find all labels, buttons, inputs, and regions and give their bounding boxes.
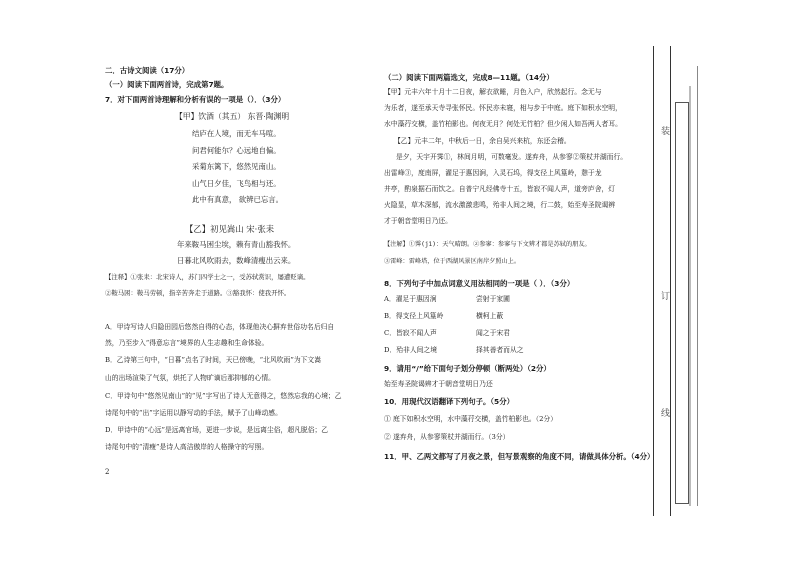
- poem-notes: 【注释】①张耒：北宋诗人，苏门四学士之一，受苏轼赏识，屡遭贬谪。: [105, 273, 310, 281]
- binding-char: 订: [661, 292, 671, 302]
- poem1-line: 此中有真意， 欲辨已忘言。: [192, 195, 284, 204]
- q8-option: B．得支径上风篁岭: [384, 312, 444, 320]
- binding-inner-box: [675, 102, 689, 504]
- option-d: D．甲诗中的“心远”是远离官场，更进一步说，是远离尘俗，超凡脱俗；乙: [105, 426, 329, 434]
- q10-item: ② 遂弃舟，从参寥策杖并湖而行。（3分）: [384, 433, 510, 441]
- question-7: 7．对下面两首诗理解和分析有误的一项是（）．（3分）: [105, 95, 286, 104]
- poem2-line: 年来鞍马困尘埃，赖有青山豁我怀。: [177, 240, 296, 249]
- q8-option-compare: 横柯上蔽: [476, 312, 504, 320]
- binding-border: [653, 46, 671, 516]
- option-c: C．甲诗句中“悠然见南山”的“见”字写出了诗人无意得之，悠然忘我的心境；乙: [105, 392, 342, 400]
- question-8: 8．下列句子中加点词意义用法相同的一项是（ ）．（3分）: [384, 279, 575, 288]
- q8-option: D．殆非人间之境: [384, 346, 438, 354]
- binding-char: 线: [661, 409, 671, 419]
- question-9: 9．请用“/”给下面句子划分停顿（断两处）（2分）: [384, 364, 551, 373]
- q8-option: A．濯足于惠因涧: [384, 295, 437, 303]
- page-number: 2: [105, 468, 110, 476]
- passage-notes: ③雷峰：雷峰塔，位于西湖风景区南岸夕照山上。: [384, 258, 521, 265]
- option-a: A．甲诗写诗人归隐田园后悠然自得的心态，体现他决心摒弃世俗功名后归自: [105, 323, 335, 331]
- passage-jia: 为乐者，遂至承天寺寻张怀民。怀民亦未寝，相与步于中庭。庭下如积水空明，: [384, 104, 622, 112]
- poem1-line: 山气日夕佳，飞鸟相与还。: [192, 179, 281, 188]
- passage-yi: 是夕，天宇开霁①，林间月明，可数毫发。遂弃舟，从参寥②策杖并湖而行。: [396, 153, 628, 161]
- poem1-line: 采菊东篱下，悠然见南山。: [192, 162, 281, 171]
- option-d: 诗尾句中的“清瘦”是诗人高洁傲岸的人格操守的写照。: [105, 443, 269, 451]
- passage-yi: 井亭，酌泉据石而饮之。自普宁凡经佛寺十五，皆寂不闻人声，道旁庐舍，灯: [384, 185, 616, 193]
- passage-yi: 火隐显，草木深郁，流水激激悲鸣，殆非人间之境，行二鼓，始至寿圣院谒辨: [384, 201, 616, 209]
- section-title: 二．古诗文阅读（17分）: [105, 66, 190, 75]
- q8-option-compare: 闻之于宋君: [476, 329, 510, 337]
- poem2-title: 【乙】初见嵩山 宋·张耒: [185, 224, 275, 234]
- q8-option: C．皆寂不闻人声: [384, 329, 437, 337]
- passage-yi: 出雷峰③，度南屏，濯足于惠因涧，入灵石坞，得支径上风篁岭，憩于龙: [384, 169, 602, 177]
- passage-jia: 水中藻荇交横，盖竹柏影也。何夜无月？何处无竹柏？但少闲人如吾两人者耳。: [384, 120, 622, 128]
- poem-notes: ②鞍马困：鞍马劳顿，指辛苦奔走于道路。③豁我怀：使我开怀。: [105, 289, 291, 297]
- passage-yi: 【乙】元丰二年，中秋后一日，余自吴兴来杭，东还会稽。: [394, 137, 571, 145]
- binding-line: [697, 66, 698, 506]
- part1-heading: （一）阅读下面两首诗，完成第7题。: [105, 80, 229, 89]
- q9-sentence: 始至寿圣院谒辨才于朝音堂明日乃还: [384, 380, 493, 388]
- option-c: 诗尾句中的“出”字运用以静写动的手法，赋予了山峰动感。: [105, 409, 282, 417]
- poem1-line: 问君何能尔？心远地自偏。: [192, 146, 281, 155]
- question-10: 10．用现代汉语翻译下列句子。（5分）: [384, 397, 514, 406]
- binding-band: [689, 86, 691, 506]
- option-a: 然，乃至步入“得意忘言”境界的人生志趣和生命体验。: [105, 339, 269, 347]
- part2-heading: （二）阅读下面两篇选文，完成8—11题。（14分）: [384, 73, 554, 82]
- binding-char: 装: [661, 127, 671, 137]
- option-b: B．乙诗第三句中，“日暮”点名了时间，天已傍晚，“北风吹雨”为下文嵩: [105, 356, 322, 364]
- poem1-title: 【甲】饮酒（其五） 东晋·陶渊明: [175, 112, 290, 121]
- binding-strip: [653, 46, 733, 516]
- poem2-line: 日暮北风吹雨去，数峰清瘦出云来。: [177, 256, 296, 265]
- poem1-line: 结庐在人境，而无车马喧。: [192, 129, 281, 138]
- q10-item: ① 庭下如积水空明，水中藻荇交横，盖竹柏影也。（2分）: [384, 415, 558, 423]
- passage-jia: 【甲】元丰六年十月十二日夜，解衣欲睡，月色入户，欣然起行。念无与: [384, 88, 602, 96]
- question-11: 11．甲、乙两文都写了月夜之景，但写景观察的角度不同，请做具体分析。（4分）: [384, 452, 655, 461]
- passage-yi: 才于朝音堂明日乃还。: [384, 217, 452, 225]
- passage-notes: 【注解】①霁(jì)：天气晴朗。②参寥：参寥与下文辨才都是苏轼的朋友。: [384, 241, 591, 248]
- option-b: 山的出场渲染了气氛，烘托了人物旷谪后那抑郁的心情。: [105, 374, 275, 382]
- q8-option-compare: 择其善者而从之: [476, 346, 524, 354]
- q8-option-compare: 尝射于家圃: [476, 295, 510, 303]
